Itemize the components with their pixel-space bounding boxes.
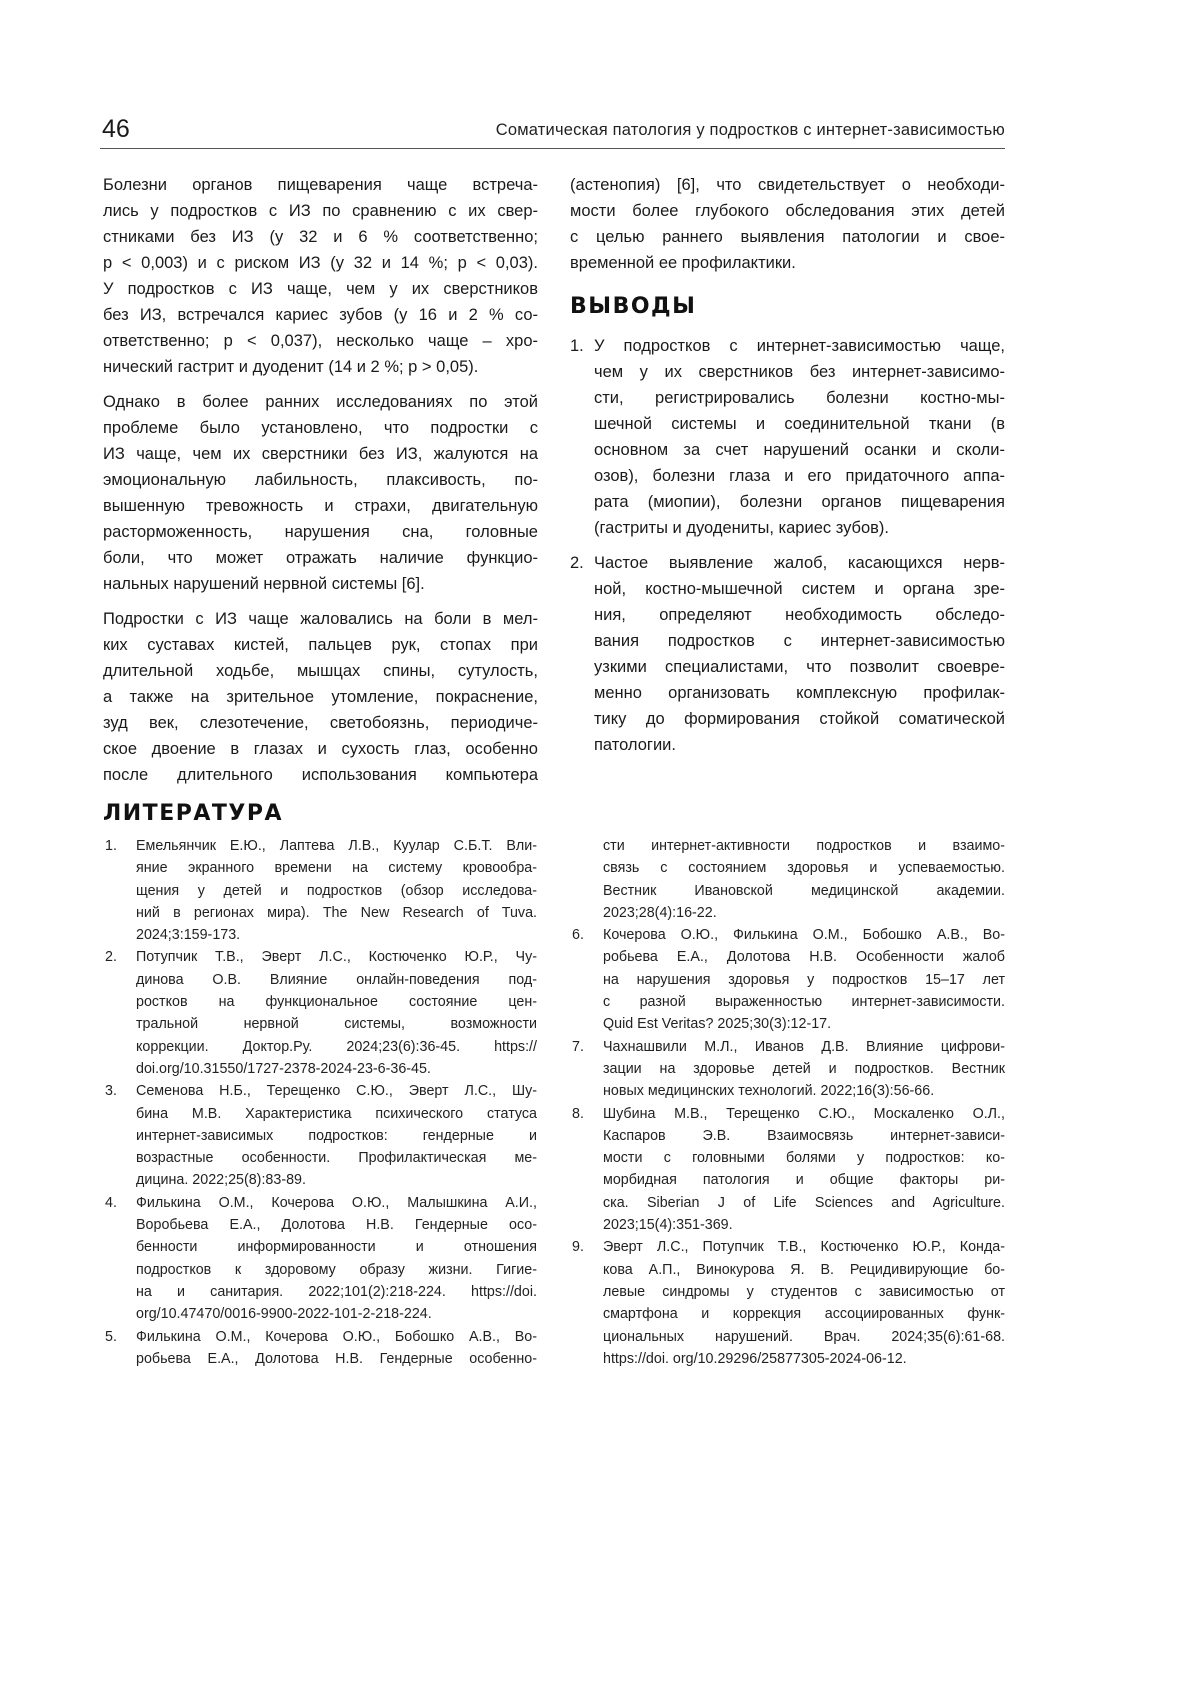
text-line: лись у подростков с ИЗ по сравнению с их свер- [103, 202, 538, 220]
text-line: морбидная патология и общие факторы ри- [603, 1172, 1005, 1189]
text-line: doi.org/10.31550/1727-2378-2024-23-6-36-45. [136, 1060, 431, 1077]
text-line: патологии. [594, 736, 676, 754]
text-line: У подростков с интернет-зависимостью чаще, [594, 337, 1005, 355]
conclusions-heading: ВЫВОДЫ [570, 294, 697, 319]
reference-number: 9. [572, 1239, 584, 1256]
references-right-column [572, 835, 1005, 1370]
conclusion-item [570, 333, 1005, 541]
text-line: с целью раннего выявления патологии и свое- [570, 228, 1005, 246]
text-line: org/10.47470/0016-9900-2022-101-2-218-224. [136, 1306, 432, 1323]
conclusion-item [570, 550, 1005, 758]
text-line: связь с состоянием здоровья и успеваемостью. [603, 860, 1005, 877]
text-line: нический гастрит и дуоденит (14 и 2 %; p > 0,05). [103, 358, 479, 376]
text-line: Болезни органов пищеварения чаще встреча- [103, 176, 538, 194]
right-column [570, 172, 1005, 767]
text-line: робьева Е.А., Долотова Н.В. Особенности жалоб [603, 949, 1005, 966]
reference-item [105, 835, 537, 946]
running-title: Соматическая патология у подростков с интернет-зависимостью [495, 121, 1005, 139]
text-line: ростков на функциональное состояние цен- [136, 994, 537, 1011]
reference-item [105, 946, 537, 1080]
text-line: боли, что может отражать наличие функцио- [103, 549, 538, 567]
text-line: Воробьева Е.А., Долотова Н.В. Гендерные осо- [136, 1217, 537, 1234]
reference-item [105, 1326, 537, 1371]
text-line: кова А.П., Винокурова Я. В. Рецидивирующие бо- [603, 1261, 1005, 1278]
reference-item [572, 924, 1005, 1035]
text-line: временной ее профилактики. [570, 254, 796, 272]
reference-number: 4. [105, 1194, 117, 1211]
text-line: после длительного использования компьютера [103, 766, 538, 784]
text-line: сти интернет-активности подростков и взаимо- [603, 838, 1005, 854]
text-line: на и санитария. 2022;101(2):218-224. https://doi. [136, 1283, 537, 1300]
text-line: возрастные особенности. Профилактическая ме- [136, 1150, 537, 1167]
reference-number: 8. [572, 1105, 584, 1122]
text-line: без ИЗ, встречался кариес зубов (у 16 и 2 % со- [103, 306, 538, 324]
text-line: 2023;28(4):16-22. [603, 904, 717, 921]
page-number: 46 [102, 115, 130, 143]
text-line: 2023;15(4):351-369. [603, 1217, 733, 1234]
text-line: новых медицинских технологий. 2022;16(3):56-66. [603, 1083, 935, 1100]
text-line: Quid Est Veritas? 2025;30(3):12-17. [603, 1016, 832, 1033]
text-line: ское двоение в глазах и сухость глаз, особенно [103, 740, 538, 758]
text-line: ной, костно-мышечной систем и органа зре- [594, 580, 1005, 598]
text-line: мости более глубокого обследования этих детей [570, 202, 1005, 220]
item-number: 2. [570, 554, 584, 572]
references-heading: ЛИТЕРАТУРА [103, 801, 283, 826]
text-line: шечной системы и соединительной ткани (в [594, 415, 1005, 433]
reference-number: 1. [105, 838, 117, 854]
text-line: смартфона и коррекция ассоциированных функ- [603, 1306, 1005, 1323]
text-line: рата (миопии), болезни органов пищеварения [594, 493, 1005, 511]
text-line: узкими специалистами, что позволит своевре- [594, 658, 1005, 676]
text-line: (гастриты и дуодениты, кариес зубов). [594, 519, 889, 537]
text-line: чем у их сверстников без интернет-зависимо- [594, 363, 1005, 381]
text-line: Шубина М.В., Терещенко С.Ю., Москаленко О.Л., [603, 1105, 1005, 1122]
text-line: робьева Е.А., Долотова Н.В. Гендерные особенно- [136, 1350, 537, 1367]
text-line: тику до формирования стойкой соматической [594, 710, 1005, 728]
text-line: Однако в более ранних исследованиях по этой [103, 393, 538, 411]
reference-item [572, 1236, 1005, 1370]
text-line: Семенова Н.Б., Терещенко С.Ю., Эверт Л.С., Шу- [136, 1083, 537, 1100]
conclusions-list [570, 333, 1005, 758]
text-line: Кочерова О.Ю., Филькина О.М., Бобошко А.В., Во- [603, 927, 1005, 944]
text-line: длительной ходьбе, мышцах спины, сутулость, [103, 662, 538, 680]
text-line: на нарушения здоровья у подростков 15–17 лет [603, 971, 1005, 988]
text-line: Частое выявление жалоб, касающихся нерв- [594, 554, 1005, 572]
text-line: сти, регистрировались болезни костно-мы- [594, 389, 1005, 407]
text-line: Каспаров Э.В. Взаимосвязь интернет-зависи- [603, 1127, 1005, 1144]
text-line: ска. Siberian J of Life Sciences and Agriculture. [603, 1194, 1005, 1211]
text-line: Потупчик Т.В., Эверт Л.С., Костюченко Ю.Р., Чу- [136, 949, 537, 966]
text-line: (астенопия) [6], что свидетельствует о необходи- [570, 176, 1005, 194]
text-line: вания подростков с интернет-зависимостью [594, 632, 1005, 650]
reference-item [572, 1036, 1005, 1103]
item-number: 1. [570, 337, 584, 355]
text-line: основном за счет нарушений осанки и сколи- [594, 441, 1005, 459]
text-line: 2024;3:159-173. [136, 927, 241, 944]
paragraph [103, 606, 538, 788]
text-line: а также на зрительное утомление, покраснение, [103, 688, 538, 706]
text-line: зуд век, слезотечение, светобоязнь, периодиче- [103, 714, 538, 732]
text-line: менно организовать комплексную профилак- [594, 684, 1005, 702]
text-line: Вестник Ивановской медицинской академии. [603, 882, 1005, 899]
text-line: с разной выраженностью интернет-зависимости. [603, 994, 1005, 1011]
text-line: яние экранного времени на систему кровообра- [136, 860, 537, 877]
text-line: динова О.В. Влияние онлайн-поведения под- [136, 971, 537, 988]
text-line: интернет-зависимых подростков: гендерные и [136, 1127, 537, 1144]
references-left-column [105, 835, 537, 1370]
text-line: У подростков с ИЗ чаще, чем у их сверстников [103, 280, 538, 298]
text-line: ний в регионах мира). The New Research of Tuva. [136, 904, 537, 921]
text-line: зации на здоровье детей и подростков. Вестник [603, 1060, 1005, 1077]
text-line: ИЗ чаще, чем их сверстники без ИЗ, жалуются на [103, 445, 538, 463]
reference-number: 2. [105, 949, 117, 966]
reference-item [105, 1192, 537, 1326]
text-line: коррекции. Доктор.Ру. 2024;23(6):36-45. https:// [136, 1038, 537, 1055]
reference-number: 7. [572, 1038, 584, 1055]
reference-item [572, 1103, 1005, 1237]
text-line: ния, определяют необходимость обследо- [594, 606, 1005, 624]
text-line: мости с головными болями у подростков: ко- [603, 1150, 1005, 1167]
text-line: дицина. 2022;25(8):83-89. [136, 1172, 306, 1189]
text-line: Емельянчик Е.Ю., Лаптева Л.В., Куулар С.Б.Т. Вли- [136, 838, 537, 854]
reference-item [572, 835, 1005, 924]
text-line: левые синдромы у студентов с зависимостью от [603, 1283, 1005, 1300]
text-line: Подростки с ИЗ чаще жаловались на боли в мел- [103, 610, 538, 628]
left-column-text [103, 172, 538, 797]
text-line: нальных нарушений нервной системы [6]. [103, 575, 425, 593]
text-line: бина М.В. Характеристика психического статуса [136, 1105, 537, 1122]
text-line: Эверт Л.С., Потупчик Т.В., Костюченко Ю.Р., Конда- [603, 1239, 1005, 1256]
text-line: подростков к здоровому образу жизни. Гигие- [136, 1261, 537, 1278]
text-line: Филькина О.М., Кочерова О.Ю., Малышкина А.И., [136, 1194, 537, 1211]
reference-number: 6. [572, 927, 584, 944]
text-line: Филькина О.М., Кочерова О.Ю., Бобошко А.В., Во- [136, 1328, 537, 1345]
text-line: вышенную тревожность и страхи, двигательную [103, 497, 538, 515]
text-line: циональных нарушений. Врач. 2024;35(6):61-68. [603, 1328, 1005, 1345]
paragraph [103, 172, 538, 380]
reference-item [105, 1080, 537, 1191]
paragraph [103, 389, 538, 597]
text-line: ких суставах кистей, пальцев рук, стопах при [103, 636, 538, 654]
text-line: тральной нервной системы, возможности [136, 1016, 537, 1033]
reference-number: 3. [105, 1083, 117, 1100]
text-line: озов), болезни глаза и его придаточного аппа- [594, 467, 1005, 485]
text-line: https://doi. org/10.29296/25877305-2024-06-12. [603, 1350, 907, 1367]
text-line: бенности информированности и отношения [136, 1239, 537, 1256]
header-rule [100, 148, 1005, 149]
reference-number: 5. [105, 1328, 117, 1345]
text-line: Чахнашвили М.Л., Иванов Д.В. Влияние цифрови- [603, 1038, 1005, 1055]
text-line: p < 0,003) и с риском ИЗ (у 32 и 14 %; p < 0,03). [103, 254, 538, 272]
text-line: щения у детей и подростков (обзор исследова- [136, 882, 537, 899]
text-line: проблеме было установлено, что подростки с [103, 419, 538, 437]
text-line: стниками без ИЗ (у 32 и 6 % соответственно; [103, 228, 538, 246]
text-line: эмоциональную лабильность, плаксивость, по- [103, 471, 538, 489]
text-line: расторможенность, нарушения сна, головные [103, 523, 538, 541]
paragraph [570, 172, 1005, 276]
text-line: ответственно; p < 0,037), несколько чаще – хро- [103, 332, 538, 350]
